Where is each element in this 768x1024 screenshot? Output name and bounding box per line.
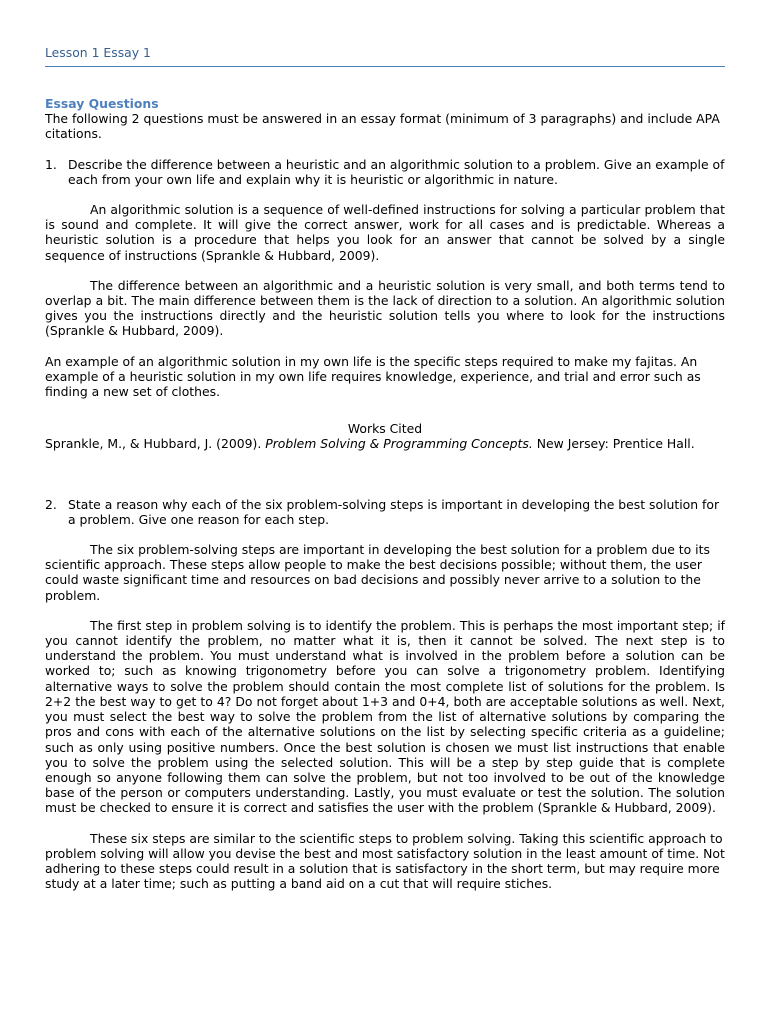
answer-paragraph: An example of an algorithmic solution in my own life is the specific steps required to make my fajitas. An example of a heuristic solution in my own life requires knowledge, experience, and trial and error such as finding a new set of clothes.	[45, 353, 701, 400]
answer-paragraph: An algorithmic solution is a sequence of well-defined instructions for solving a particular problem that is sound and complete. It will give the correct answer, work for all cases and is predictable. Whereas a heuristic solution is a procedure that helps you look for an answer that cannot be solved by a single sequence of instructions (Sprankle & Hubbard, 2009).	[45, 202, 725, 263]
section-heading: Essay Questions	[45, 96, 159, 111]
question-1	[45, 157, 725, 187]
intro-text: The following 2 questions must be answered in an essay format (minimum of 3 paragraphs) and include APA citations.	[45, 111, 720, 142]
question-2	[45, 497, 725, 527]
question-text: Describe the difference between a heuristic and an algorithmic solution to a problem. Give an example of each from your own life and explain why it is heuristic or algorithmic in nature.	[68, 156, 725, 187]
works-cited-title: Works Cited	[347, 421, 423, 437]
citation-publisher: New Jersey: Prentice Hall.	[532, 436, 695, 452]
essay-content	[45, 96, 725, 906]
header-title: Lesson 1 Essay 1	[45, 45, 151, 60]
answer-paragraph: These six steps are similar to the scientific steps to problem solving. Taking this scientific approach to problem solving will allow you devise the best and most satisfactory solution in the least amount of time. Not adhering to these steps could result in a solution that is satisfactory in the short term, but may require more study at a later time; such as putting a band aid on a cut that will require stiches.	[45, 830, 725, 892]
answer-paragraph: The six problem-solving steps are important in developing the best solution for a problem due to its scientific approach. These steps allow people to make the best decisions possible; without them, the user could waste significant time and resources on bad decisions and possibly never arrive to a solution to the problem.	[45, 542, 710, 603]
citation-authors: Sprankle, M., & Hubbard, J. (2009).	[45, 436, 266, 452]
question-text: State a reason why each of the six problem-solving steps is important in developing the best solution for a problem. Give one reason for each step.	[68, 496, 720, 527]
answer-paragraph: The difference between an algorithmic and a heuristic solution is very small, and both terms tend to overlap a bit. The main difference between them is the lack of direction to a solution. An algorithmic solution gives you the instructions directly and the heuristic solution tells you where to look for the instructions (Sprankle & Hubbard, 2009).	[45, 277, 725, 339]
question-number: 1.	[45, 156, 57, 172]
answer-paragraph: The first step in problem solving is to identify the problem. This is perhaps the most important step; if you cannot identify the problem, no matter what it is, then it cannot be solved. The next step is to understand the problem. You must understand what is involved in the problem before a solution can be worked to; such as knowing trigonometry before you can solve a trigonometry problem. Identifying alternative ways to solve the problem should contain the most complete list of solutions for the problem. Is 2+2 the best way to get to 4? Do not forget about 1+3 and 0+4, both are acceptable solutions as well. Next, you must select the best way to solve the problem from the list of alternative solutions by comparing the pros and cons with each of the alternative solutions on the list by selecting specific criteria as a guideline; such as only using positive numbers. Once the best solution is chosen we must list instructions that enable you to solve the problem using the selected solution. This will be a step by step guide that is complete enough so anyone following them can solve the problem, but not too involved to be out of the knowledge base of the person or computers understanding. Lastly, you must evaluate or test the solution. The solution must be checked to ensure it is correct and satisfies the user with the problem (Sprankle & Hubbard, 2009).	[45, 617, 725, 816]
citation-title: Problem Solving & Programming Concepts.	[265, 436, 533, 452]
citation	[45, 436, 725, 451]
question-number: 2.	[45, 496, 57, 512]
page-header	[45, 44, 725, 67]
